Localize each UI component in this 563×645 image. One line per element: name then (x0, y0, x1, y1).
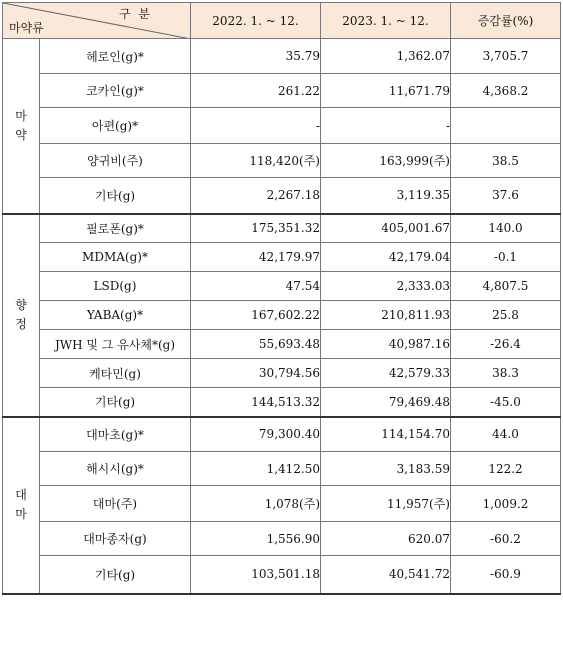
table-row (3, 243, 561, 272)
gubun-label: 구 분 (119, 7, 152, 21)
category-cell (3, 39, 40, 214)
table-row (3, 178, 561, 214)
item-name-cell: 기타(g) (40, 556, 191, 594)
category-char: 마 (15, 507, 27, 521)
value-2022-cell: 1,556.90 (191, 522, 321, 556)
item-name-cell: JWH 및 그 유사체*(g) (40, 330, 191, 359)
value-2022-cell: 261.22 (191, 74, 321, 108)
value-2023-cell: 2,333.03 (321, 272, 451, 301)
value-2022-cell: 35.79 (191, 39, 321, 74)
item-name-cell: 대마(주) (40, 486, 191, 522)
item-name-cell: 양귀비(주) (40, 144, 191, 178)
value-2023-cell: 405,001.67 (321, 214, 451, 243)
value-2022-cell: 2,267.18 (191, 178, 321, 214)
item-name-cell: 기타(g) (40, 388, 191, 417)
table-row (3, 144, 561, 178)
change-rate-cell: 25.8 (451, 301, 561, 330)
item-name-cell: 헤로인(g)* (40, 39, 191, 74)
table-row (3, 272, 561, 301)
table-row (3, 214, 561, 243)
category-cell (3, 214, 40, 417)
value-2022-cell: 79,300.40 (191, 417, 321, 452)
value-2022-cell: 47.54 (191, 272, 321, 301)
table-row (3, 556, 561, 594)
value-2022-cell: 118,420(주) (191, 144, 321, 178)
value-2023-cell: 3,183.59 (321, 452, 451, 486)
category-cell (3, 417, 40, 594)
table-row (3, 486, 561, 522)
maryakryu-label: 마약류 (9, 21, 44, 35)
value-2023-cell: 42,579.33 (321, 359, 451, 388)
category-char: 대 (15, 488, 27, 502)
value-2023-cell: 3,119.35 (321, 178, 451, 214)
item-name-cell: 케타민(g) (40, 359, 191, 388)
col-header-2023: 2023. 1. ~ 12. (321, 3, 451, 39)
change-rate-cell: 140.0 (451, 214, 561, 243)
change-rate-cell: 4,807.5 (451, 272, 561, 301)
header-row (3, 3, 561, 39)
change-rate-cell: 38.3 (451, 359, 561, 388)
change-rate-cell: 4,368.2 (451, 74, 561, 108)
table-row (3, 359, 561, 388)
value-2023-cell: 163,999(주) (321, 144, 451, 178)
table-row (3, 74, 561, 108)
item-name-cell: YABA(g)* (40, 301, 191, 330)
change-rate-cell: -60.9 (451, 556, 561, 594)
item-name-cell: 아편(g)* (40, 108, 191, 144)
item-name-cell: MDMA(g)* (40, 243, 191, 272)
value-2023-cell: 1,362.07 (321, 39, 451, 74)
value-2023-cell: 40,987.16 (321, 330, 451, 359)
value-2022-cell: 1,078(주) (191, 486, 321, 522)
value-2022-cell: 167,602.22 (191, 301, 321, 330)
category-char: 향 (15, 298, 27, 312)
item-name-cell: LSD(g) (40, 272, 191, 301)
col-header-rate: 증감률(%) (451, 3, 561, 39)
change-rate-cell: 38.5 (451, 144, 561, 178)
corner-header-cell (3, 3, 191, 39)
change-rate-cell: 3,705.7 (451, 39, 561, 74)
value-2023-cell: 11,671.79 (321, 74, 451, 108)
change-rate-cell: -60.2 (451, 522, 561, 556)
change-rate-cell: -45.0 (451, 388, 561, 417)
item-name-cell: 해시시(g)* (40, 452, 191, 486)
change-rate-cell: 122.2 (451, 452, 561, 486)
value-2023-cell: - (321, 108, 451, 144)
item-name-cell: 필로폰(g)* (40, 214, 191, 243)
category-char: 마 (15, 108, 27, 123)
item-name-cell: 기타(g) (40, 178, 191, 214)
table-row (3, 108, 561, 144)
table-row (3, 301, 561, 330)
change-rate-cell (451, 108, 561, 144)
table-row (3, 452, 561, 486)
table-row (3, 388, 561, 417)
table-row (3, 522, 561, 556)
category-char: 약 (15, 127, 27, 142)
change-rate-cell: 44.0 (451, 417, 561, 452)
change-rate-cell: -0.1 (451, 243, 561, 272)
value-2023-cell: 114,154.70 (321, 417, 451, 452)
value-2022-cell: 144,513.32 (191, 388, 321, 417)
item-name-cell: 대마종자(g) (40, 522, 191, 556)
table-row (3, 417, 561, 452)
col-header-2022: 2022. 1. ~ 12. (191, 3, 321, 39)
value-2023-cell: 620.07 (321, 522, 451, 556)
value-2022-cell: 42,179.97 (191, 243, 321, 272)
change-rate-cell: -26.4 (451, 330, 561, 359)
value-2022-cell: 1,412.50 (191, 452, 321, 486)
value-2022-cell: 175,351.32 (191, 214, 321, 243)
change-rate-cell: 1,009.2 (451, 486, 561, 522)
value-2022-cell: 30,794.56 (191, 359, 321, 388)
value-2023-cell: 42,179.04 (321, 243, 451, 272)
value-2023-cell: 11,957(주) (321, 486, 451, 522)
seizure-statistics-table (2, 2, 561, 595)
value-2023-cell: 79,469.48 (321, 388, 451, 417)
table-row (3, 39, 561, 74)
value-2023-cell: 40,541.72 (321, 556, 451, 594)
change-rate-cell: 37.6 (451, 178, 561, 214)
item-name-cell: 대마초(g)* (40, 417, 191, 452)
value-2023-cell: 210,811.93 (321, 301, 451, 330)
table-row (3, 330, 561, 359)
value-2022-cell: 103,501.18 (191, 556, 321, 594)
item-name-cell: 코카인(g)* (40, 74, 191, 108)
value-2022-cell: - (191, 108, 321, 144)
category-char: 정 (15, 317, 27, 331)
value-2022-cell: 55,693.48 (191, 330, 321, 359)
